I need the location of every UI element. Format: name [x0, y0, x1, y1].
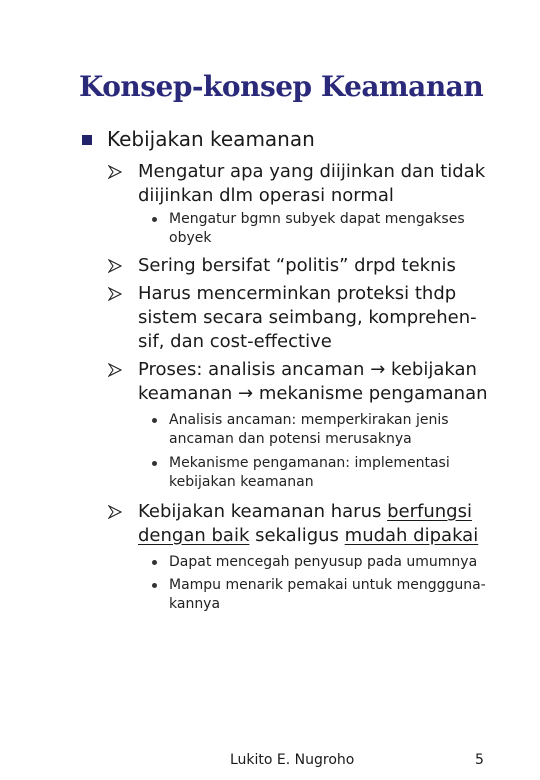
- footer-author: Lukito E. Nugroho: [230, 752, 355, 768]
- bullet-item-1-line-2: diijinkan dlm operasi normal: [138, 185, 394, 206]
- bullet-item-3-line-1: Harus mencerminkan proteksi thdp: [138, 283, 457, 304]
- arrowhead-bullet-icon: [108, 363, 122, 377]
- right-arrow-icon: →: [238, 383, 254, 404]
- dot-bullet-icon: [152, 461, 157, 466]
- bullet-item-3-line-2: sistem secara seimbang, komprehen-: [138, 307, 477, 328]
- slide-title: Konsep-konsep Keamanan: [79, 70, 484, 103]
- bullet-item-5-line-2: dengan baik sekaligus mudah dipakai: [138, 525, 479, 546]
- bullet-item-4-line-2: keamanan → mekanisme pengamanan: [138, 383, 488, 404]
- right-arrow-icon: →: [370, 359, 386, 380]
- square-bullet-icon: [82, 135, 92, 145]
- bullet-item-1-line-1: Mengatur apa yang diijinkan dan tidak: [138, 161, 486, 182]
- bullet-item-4-line-1: Proses: analisis ancaman → kebijakan: [138, 359, 477, 380]
- arrowhead-bullet-icon: [108, 259, 122, 273]
- arrowhead-bullet-icon: [108, 165, 122, 179]
- bullet-item-3-line-3: sif, dan cost-effective: [138, 331, 332, 352]
- arrowhead-bullet-icon: [108, 505, 122, 519]
- sub-bullet-4-1-line-1: Analisis ancaman: memperkirakan jenis: [169, 412, 449, 428]
- sub-bullet-4-2-line-1: Mekanisme pengamanan: implementasi: [169, 455, 450, 471]
- sub-bullet-1-1-line-1: Mengatur bgmn subyek dapat mengakses: [169, 211, 465, 227]
- sub-bullet-4-2-line-2: kebijakan keamanan: [169, 474, 314, 490]
- sub-bullet-5-2-line-2: kannya: [169, 596, 221, 612]
- arrowhead-bullet-icon: [108, 287, 122, 301]
- level1-heading: Kebijakan keamanan: [107, 127, 315, 151]
- sub-bullet-5-2-line-1: Mampu menarik pemakai untuk menggguna-: [169, 577, 486, 593]
- sub-bullet-5-1: Dapat mencegah penyusup pada umumnya: [169, 554, 478, 570]
- dot-bullet-icon: [152, 418, 157, 423]
- sub-bullet-1-1-line-2: obyek: [169, 230, 212, 246]
- dot-bullet-icon: [152, 583, 157, 588]
- bullet-item-2-line-1: Sering bersifat “politis” drpd teknis: [138, 255, 456, 276]
- dot-bullet-icon: [152, 560, 157, 565]
- dot-bullet-icon: [152, 217, 157, 222]
- bullet-item-5-line-1: Kebijakan keamanan harus berfungsi: [138, 501, 472, 522]
- page-number: 5: [475, 752, 484, 768]
- sub-bullet-4-1-line-2: ancaman dan potensi merusaknya: [169, 431, 412, 447]
